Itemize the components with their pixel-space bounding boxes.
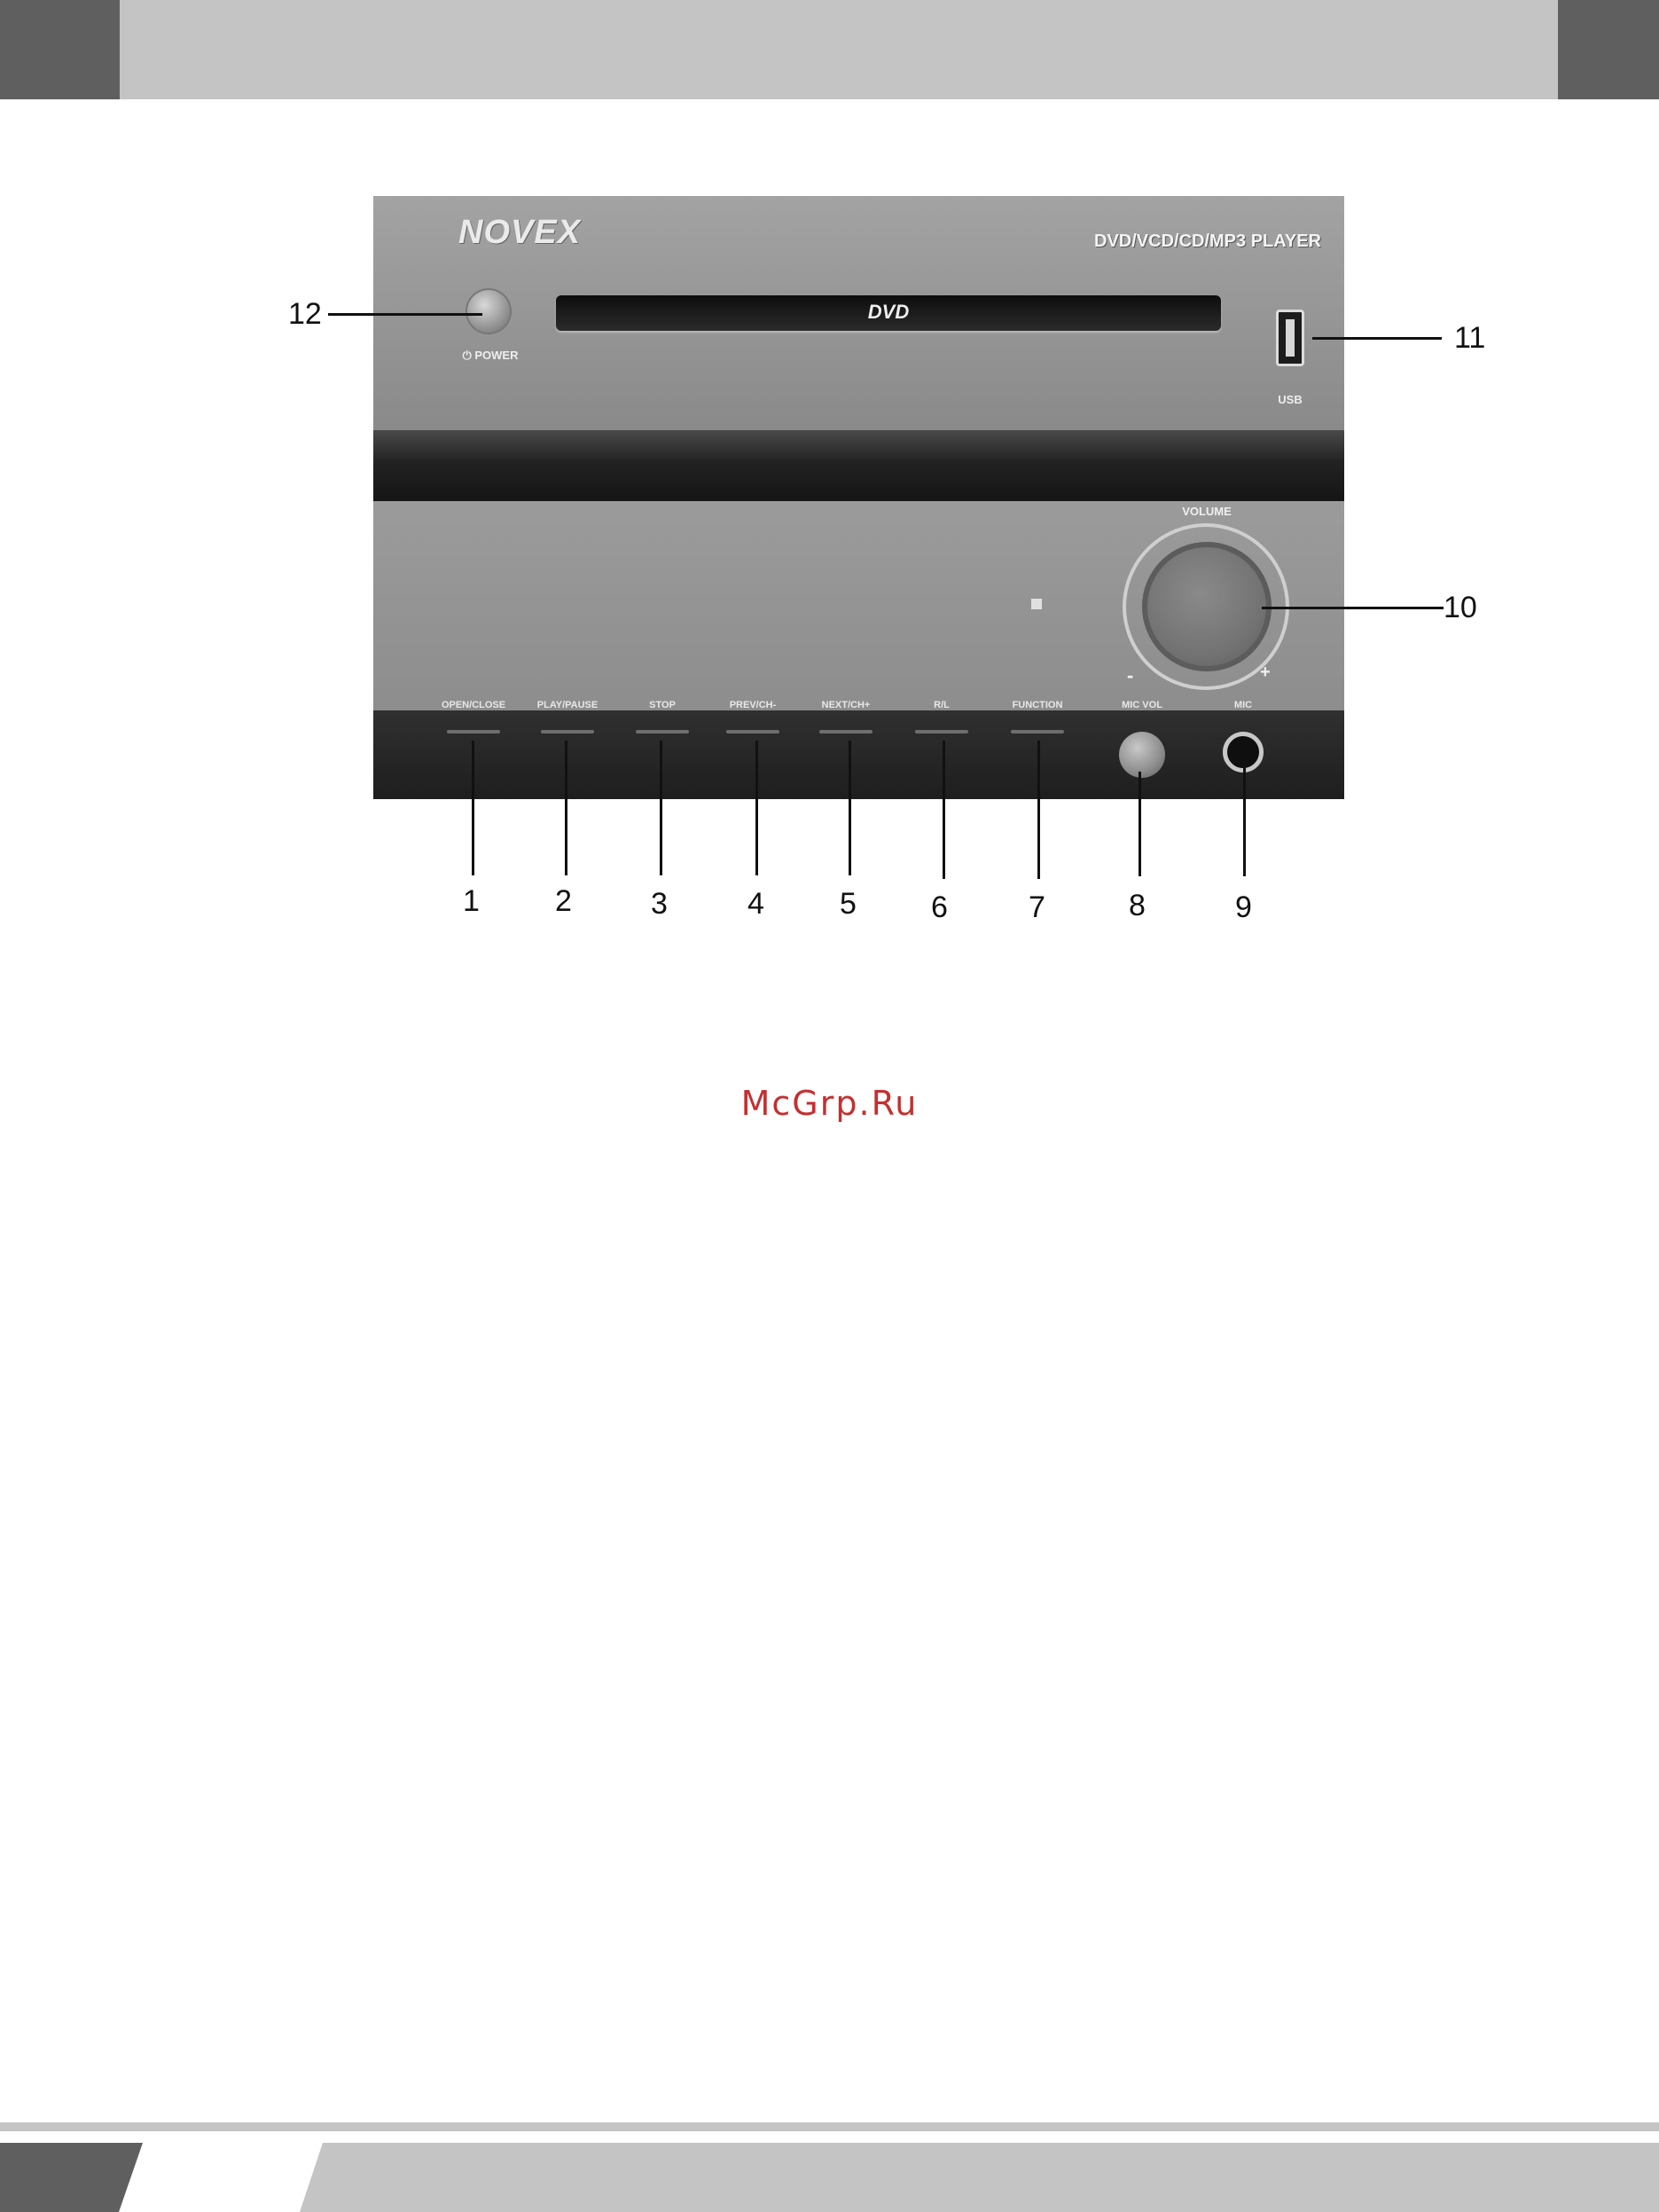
- function-button: [1011, 730, 1064, 733]
- footer-band: [0, 2143, 1659, 2212]
- model-label: DVD/VCD/CD/MP3 PLAYER: [1094, 231, 1321, 251]
- callout-line-4: [755, 741, 758, 875]
- callout-number-12: 12: [288, 297, 322, 331]
- watermark-text: McGrp.Ru: [740, 1084, 919, 1123]
- button-label-open-close: OPEN/CLOSE: [441, 700, 506, 710]
- callout-line-5: [849, 741, 851, 875]
- header-left-block: [0, 0, 120, 99]
- callout-line-10: [1262, 607, 1444, 609]
- rl-button: [915, 730, 968, 733]
- callout-line-8: [1139, 772, 1141, 876]
- device-base-strip: [373, 710, 1344, 799]
- callout-number-6: 6: [931, 890, 948, 924]
- button-label-mic-vol: MIC VOL: [1122, 700, 1162, 710]
- callout-number-7: 7: [1029, 890, 1045, 924]
- footer-left-block: [0, 2143, 143, 2212]
- callout-line-7: [1037, 741, 1040, 879]
- callout-line-1: [472, 741, 474, 875]
- volume-knob: [1142, 542, 1272, 671]
- callout-number-9: 9: [1235, 890, 1252, 924]
- callout-line-11: [1312, 337, 1442, 340]
- disc-slot-label: DVD: [867, 301, 910, 323]
- power-button: [467, 290, 510, 333]
- mic-volume-knob: [1119, 732, 1165, 778]
- header-right-block: [1558, 0, 1659, 99]
- usb-port: [1276, 310, 1304, 366]
- button-label-mic: MIC: [1233, 700, 1253, 710]
- callout-line-9: [1243, 765, 1246, 876]
- play-pause-button: [541, 730, 594, 733]
- volume-plus-label: +: [1260, 663, 1271, 682]
- footer-rule: [0, 2122, 1659, 2131]
- device-front-panel-photo: [373, 196, 1344, 799]
- button-label-next: NEXT/CH+: [821, 700, 871, 710]
- button-label-play-pause: PLAY/PAUSE: [536, 700, 599, 710]
- callout-number-1: 1: [463, 884, 480, 918]
- button-label-rl: R/L: [934, 700, 950, 710]
- stop-button: [636, 730, 689, 733]
- next-button: [819, 730, 873, 733]
- callout-number-2: 2: [555, 884, 572, 918]
- prev-button: [726, 730, 779, 733]
- open-close-button: [447, 730, 500, 733]
- footer-right-block: [300, 2143, 1659, 2212]
- volume-label: VOLUME: [1182, 505, 1232, 518]
- callout-number-8: 8: [1129, 889, 1146, 922]
- usb-label: USB: [1278, 393, 1303, 406]
- callout-number-3: 3: [651, 887, 668, 921]
- button-label-stop: STOP: [649, 700, 676, 710]
- standby-indicator: [1031, 599, 1042, 609]
- disc-slot: [556, 295, 1221, 331]
- volume-minus-label: -: [1127, 664, 1134, 686]
- header-band: [120, 0, 1558, 99]
- callout-line-3: [660, 741, 662, 875]
- callout-number-11: 11: [1454, 321, 1486, 355]
- device-divider-bar: [373, 430, 1344, 501]
- callout-line-2: [565, 741, 567, 875]
- brand-logo: NOVEX: [458, 214, 582, 251]
- callout-line-6: [943, 741, 945, 879]
- callout-number-4: 4: [747, 887, 764, 921]
- callout-line-12: [328, 313, 482, 316]
- button-label-prev: PREV/CH-: [729, 700, 777, 710]
- power-label: ⏻ POWER: [462, 349, 519, 362]
- usb-port-contact: [1286, 319, 1295, 357]
- button-label-function: FUNCTION: [1012, 700, 1063, 710]
- callout-number-10: 10: [1444, 591, 1477, 624]
- callout-number-5: 5: [840, 887, 857, 921]
